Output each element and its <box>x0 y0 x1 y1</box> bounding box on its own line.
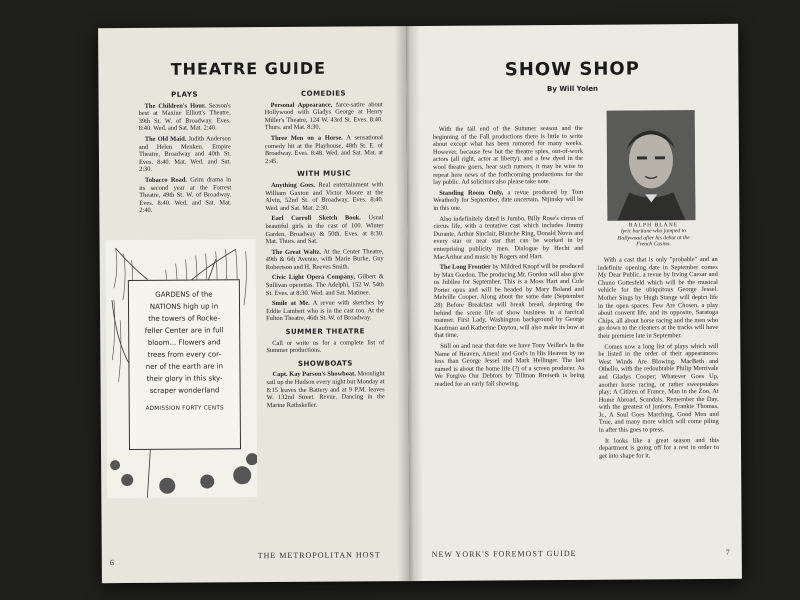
caption-text: lyric baritone who jumped to Hollywood after his debut at the French Casino. <box>617 228 690 248</box>
showboats-header: SHOWBOATS <box>297 359 353 368</box>
gardens-ad-box <box>128 279 241 450</box>
left-page <box>98 26 410 583</box>
ad-line: bloom... Flowers and <box>147 338 221 347</box>
article-paragraph: The Long Frontier by Mildred Knopf will be produced by Max Gordon. The producing Mr. Gordon will also give us Jubilee for September. This is a Moss Hart and Cole Porter opus and will be headed by Mary Boland and Melville Cooper. Along about the same date (September 28) Before Breakfast will break bread, depicting the behind the scene life of show business in a farcical manner. First Lady, Washington background by George Kaufman and Katherine Dayton, will also make its bow at that time. <box>433 262 585 340</box>
left-page-number: 6 <box>109 558 115 568</box>
article-paragraph: Also indefinitely dated is Jumbo, Billy Rose's circus of circus life, with a tentative cast which includes Jimmy Durante, Arthur Sinclair, Blanche Ring, Donald Novis and every star or near star that can be worked in by enterprising publicity men. Dialogue by Hecht and MacArthur and music by Rogers and Hart. <box>433 214 584 261</box>
magazine-spread <box>98 24 742 583</box>
music-entry: Smile at Me. A revue with sketches by Eddie Lambert who is in the cast too. At the Fulton Theatre, 46th St. W. of Broadway. <box>266 299 385 323</box>
comedy-entry: Personal Appearance, farce-satire about Hollywood with Gladys George at Henry Miller's Theatre, 124 W. 43rd St. Eves. 8:40. Thurs. and Mat. 8:30. <box>264 100 383 132</box>
ad-line: the towers of Rocke- <box>148 314 221 323</box>
music-header: WITH MUSIC <box>297 169 352 179</box>
gardens-illustration <box>106 239 258 498</box>
play-entry: The Children's Hour. Season's best at Maxine Elliott's Theatre, 39th St. W. of Broadway. Eves. 8:40. Wed. and Sat. Mat. 2:40. <box>138 101 231 133</box>
ad-line: scraper wonderland <box>149 386 220 395</box>
byline: By Will Yolen <box>546 84 599 94</box>
right-page-number: 7 <box>725 547 731 557</box>
guide-right-column <box>264 86 384 412</box>
plays-column <box>138 87 231 218</box>
caption-name: RALPH BLANE <box>628 222 679 229</box>
ad-line: ner of the earth are in <box>145 362 224 371</box>
play-entry: Tobacco Road. Grim drama in its second year at the Forrest Theatre, 49th St. W. of Broadway. Eves. 8:40. Wed. and Sat. Mat. 2:40. <box>139 176 232 215</box>
left-footer: THE METROPOLITAN HOST <box>257 550 381 561</box>
play-entry: The Old Maid. Judith Anderson and Helen Menken. Empire Theatre, Broadway and 40th St. Eves. 8:40. Mat. Wed. and Sat. 2:30. <box>138 135 232 174</box>
plays-header: PLAYS <box>171 90 199 99</box>
summer-theatre-text: Call or write us for a complete list of Summer productions. <box>266 338 385 355</box>
theatre-guide-title: THEATRE GUIDE <box>170 58 327 79</box>
show-shop-title: SHOW SHOP <box>504 58 640 81</box>
portrait-photo <box>607 110 696 221</box>
right-footer: NEW YORK'S FOREMOST GUIDE <box>431 548 577 559</box>
summer-theatre-header: SUMMER THEATRE <box>285 327 365 336</box>
show-shop-column-1 <box>433 125 585 392</box>
photo-caption <box>611 222 695 248</box>
portrait-icon <box>607 110 696 221</box>
music-entry: The Great Waltz. At the Center Theatre, 49th & 6th Avenue, with Marie Burke, Guy Robertson and H. Reeves Smith. <box>265 247 384 271</box>
music-entry: Anything Goes. Real entertainment with William Gaxton and Victor Moore at the Alvin, 52nd St. of Broadway. Eves. 8:40. Wed. and Sat. Mat. 2:30. <box>265 181 384 212</box>
article-paragraph: Still on and near that date we have Tony Veiller's In the Name of Heaven, Amen! and God's in His Heaven by no less than George Jessel and Mark Hellinger. The last named is about the home life (?) of a screen producer. As We Forgive Our Debtors by Tillman Breiseth is being readied for an early fall showing. <box>434 341 585 388</box>
article-paragraph: With the tail end of the Summer season and the beginning of the Fall productions there is little to write about except what has been rumored for many weeks. However, because few but the theatre spies, out-of-work actors (all right, actor at liberty), and a few dyed in the wool theatre goers, hear such rumors, it may be wise to repeat here news of the forthcoming productions for the lay public. Ad solicitors also please take note. <box>432 124 584 187</box>
comedy-entry: Three Men on a Horse. A sensational comedy hit at the Playhouse, 48th St. E. of Broadway. Eves. 8:48. Wed. and Sat. Mat. at 2:45. <box>264 134 383 165</box>
ad-line: NATIONS high up in <box>149 302 219 311</box>
article-paragraph: With a cast that is only "probable" and an indefinite opening date in September comes My Dear Public, a revue by Irving Caesar and Chuno Gottesfeld which will be the musical vehicle for the ubiquitous George Jessel. Mother Sings by Hugh Stange will depict life in the open spaces. Few Are Chosen, a play about convent life, and its opposite, Saratoga Chips, all about horse racing and the men who go down to the cleaners at the tracks will have their premiere late in September. <box>597 255 719 340</box>
right-page <box>406 24 742 581</box>
article-paragraph: Comes now a long list of plays which will be listed in the order of their appearances: West Winds Are Blowing, MacBeth and Othello, with the redoubtable Philip Merrivale and Gladys Cooper; Whatever Goes Up, another horse racing, or rather sweepstakes play; A Citizen of France, Man in the Zoo, At Home Abroad, Scandals, Remember the Day, with the greatest of juniors, Frankie Thomas, Jr., A Soul Goes Marching, Good Men and True, and many more which will come piling in after this goes to press. <box>598 342 719 434</box>
article-paragraph: Standing Room Only, a revue produced by Tom Weatherly for September, date uncertain. Nijinsky will be in this one. <box>433 188 584 212</box>
show-shop-column-2 <box>598 256 719 463</box>
showboat-entry: Capt. Kay Parson's Showboat. Moonlight sail up the Hudson every night but Monday at 8:15 leaves the Battery and at 9 P.M. leaves W. 132nd Street. Revue. Dancing in the Marine Rathskeller. <box>266 370 385 409</box>
ad-line: trees from every cor- <box>147 350 222 359</box>
comedies-header: COMEDIES <box>300 89 347 98</box>
music-entry: Earl Carroll Sketch Book. Usual beautiful girls in the cast of 100. Winter Garden, Broadway & 50th. Eves. at 8:30. Mat. Thurs. and Sat. <box>265 214 384 246</box>
ad-line: GARDENS of the <box>155 290 213 299</box>
ad-line: their glory in this sky- <box>146 374 223 383</box>
admission-text: ADMISSION FORTY CENTS <box>145 405 224 412</box>
ad-line: feller Center are in full <box>144 326 224 335</box>
music-entry: Civic Light Opera Company, Gilbert & Sullivan operettas. The Adelphi, 152 W. 54th St. Eves. at 8:30. Wed. and Sat. Matinee. <box>265 273 384 297</box>
article-paragraph: It looks like a great season and this department is going off for a rest in order to get into shape for it. <box>598 436 720 460</box>
